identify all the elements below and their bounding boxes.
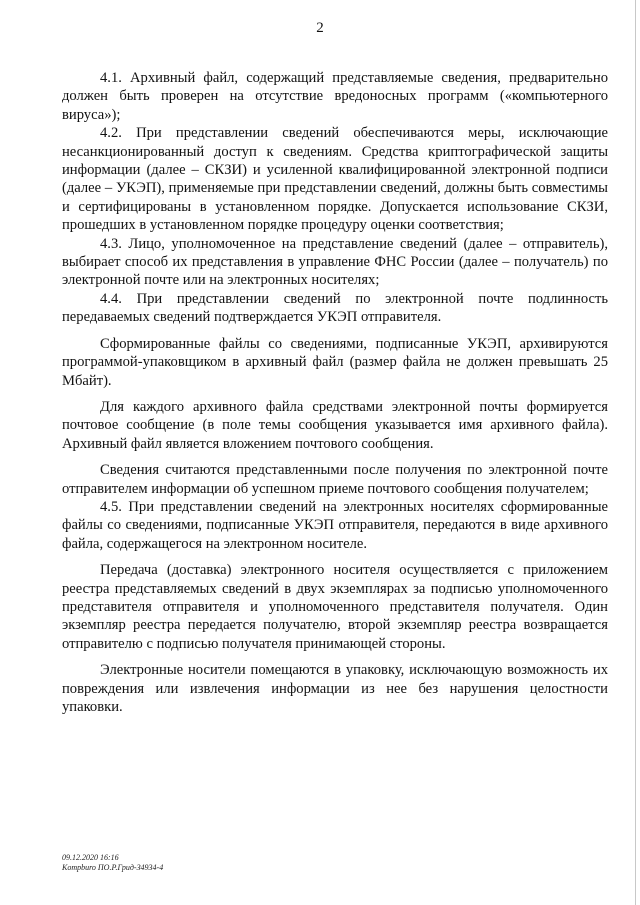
paragraph-archive: Сформированные файлы со сведениями, подписанные УКЭП, архивируются программой-упаковщиком в архивный файл (размер файла не должен превышать 25 Мбайт). [62, 335, 608, 389]
paragraph-email-message: Для каждого архивного файла средствами электронной почты формируется почтовое сообщение (в поле темы сообщения указывается имя архивного файла). Архивный файл является вложением почтового сообщения. [62, 398, 608, 452]
paragraph-4-1: 4.1. Архивный файл, содержащий представляемые сведения, предварительно должен быть проверен на отсутствие вредоносных программ («компьютерного вируса»); [62, 70, 608, 123]
paragraph-4-5: 4.5. При представлении сведений на электронных носителях сформированные файлы со сведениями, подписанные УКЭП отправителя, передаются в виде архивного файла, содержащегося на электронном носителе. [62, 498, 608, 552]
paragraph-received: Сведения считаются представленными после получения по электронной почте отправителем информации об успешном приеме почтового сообщения получателем; [62, 462, 608, 497]
footer-document-ref: Кompburo ПО.Р.Грид-З4934-4 [62, 863, 164, 872]
document-footer [62, 853, 163, 873]
paragraph-4-2: 4.2. При представлении сведений обеспечиваются меры, исключающие несанкционированный доступ к сведениям. Средства криптографической защиты информации (далее – СКЗИ) и усиленной квалифицированной электронной подписи (далее – УКЭП), применяемые при представлении сведений, должны быть совместимы и сертифицированы в установленном порядке. Допускается использование СКЗИ, прошедших в установленном порядке процедуру оценки соответствия; [62, 125, 608, 234]
paragraph-delivery: Передача (доставка) электронного носителя осуществляется с приложением реестра представляемых сведений в двух экземплярах за подписью уполномоченного представителя отправителя и уполномоченного представителя получателя. Один экземпляр реестра передается получателю, второй экземпляр реестра возвращается отправителю с подписью получателя принимающей стороны. [62, 562, 608, 652]
footer-timestamp: 09.12.2020 16:16 [62, 853, 119, 862]
paragraph-packaging: Электронные носители помещаются в упаковку, исключающую возможность их повреждения или извлечения информации из нее без нарушения целостности упаковки. [62, 662, 608, 715]
page-number: 2 [316, 20, 324, 36]
paragraph-4-4: 4.4. При представлении сведений по электронной почте подлинность передаваемых сведений подтверждается УКЭП отправителя. [62, 290, 608, 326]
scan-edge-line [635, 0, 636, 905]
paragraph-4-3: 4.3. Лицо, уполномоченное на представление сведений (далее – отправитель), выбирает способ их представления в управление ФНС России (далее – получатель) по электронной почте или на электронных носителях; [62, 235, 608, 289]
document-body [62, 69, 608, 716]
